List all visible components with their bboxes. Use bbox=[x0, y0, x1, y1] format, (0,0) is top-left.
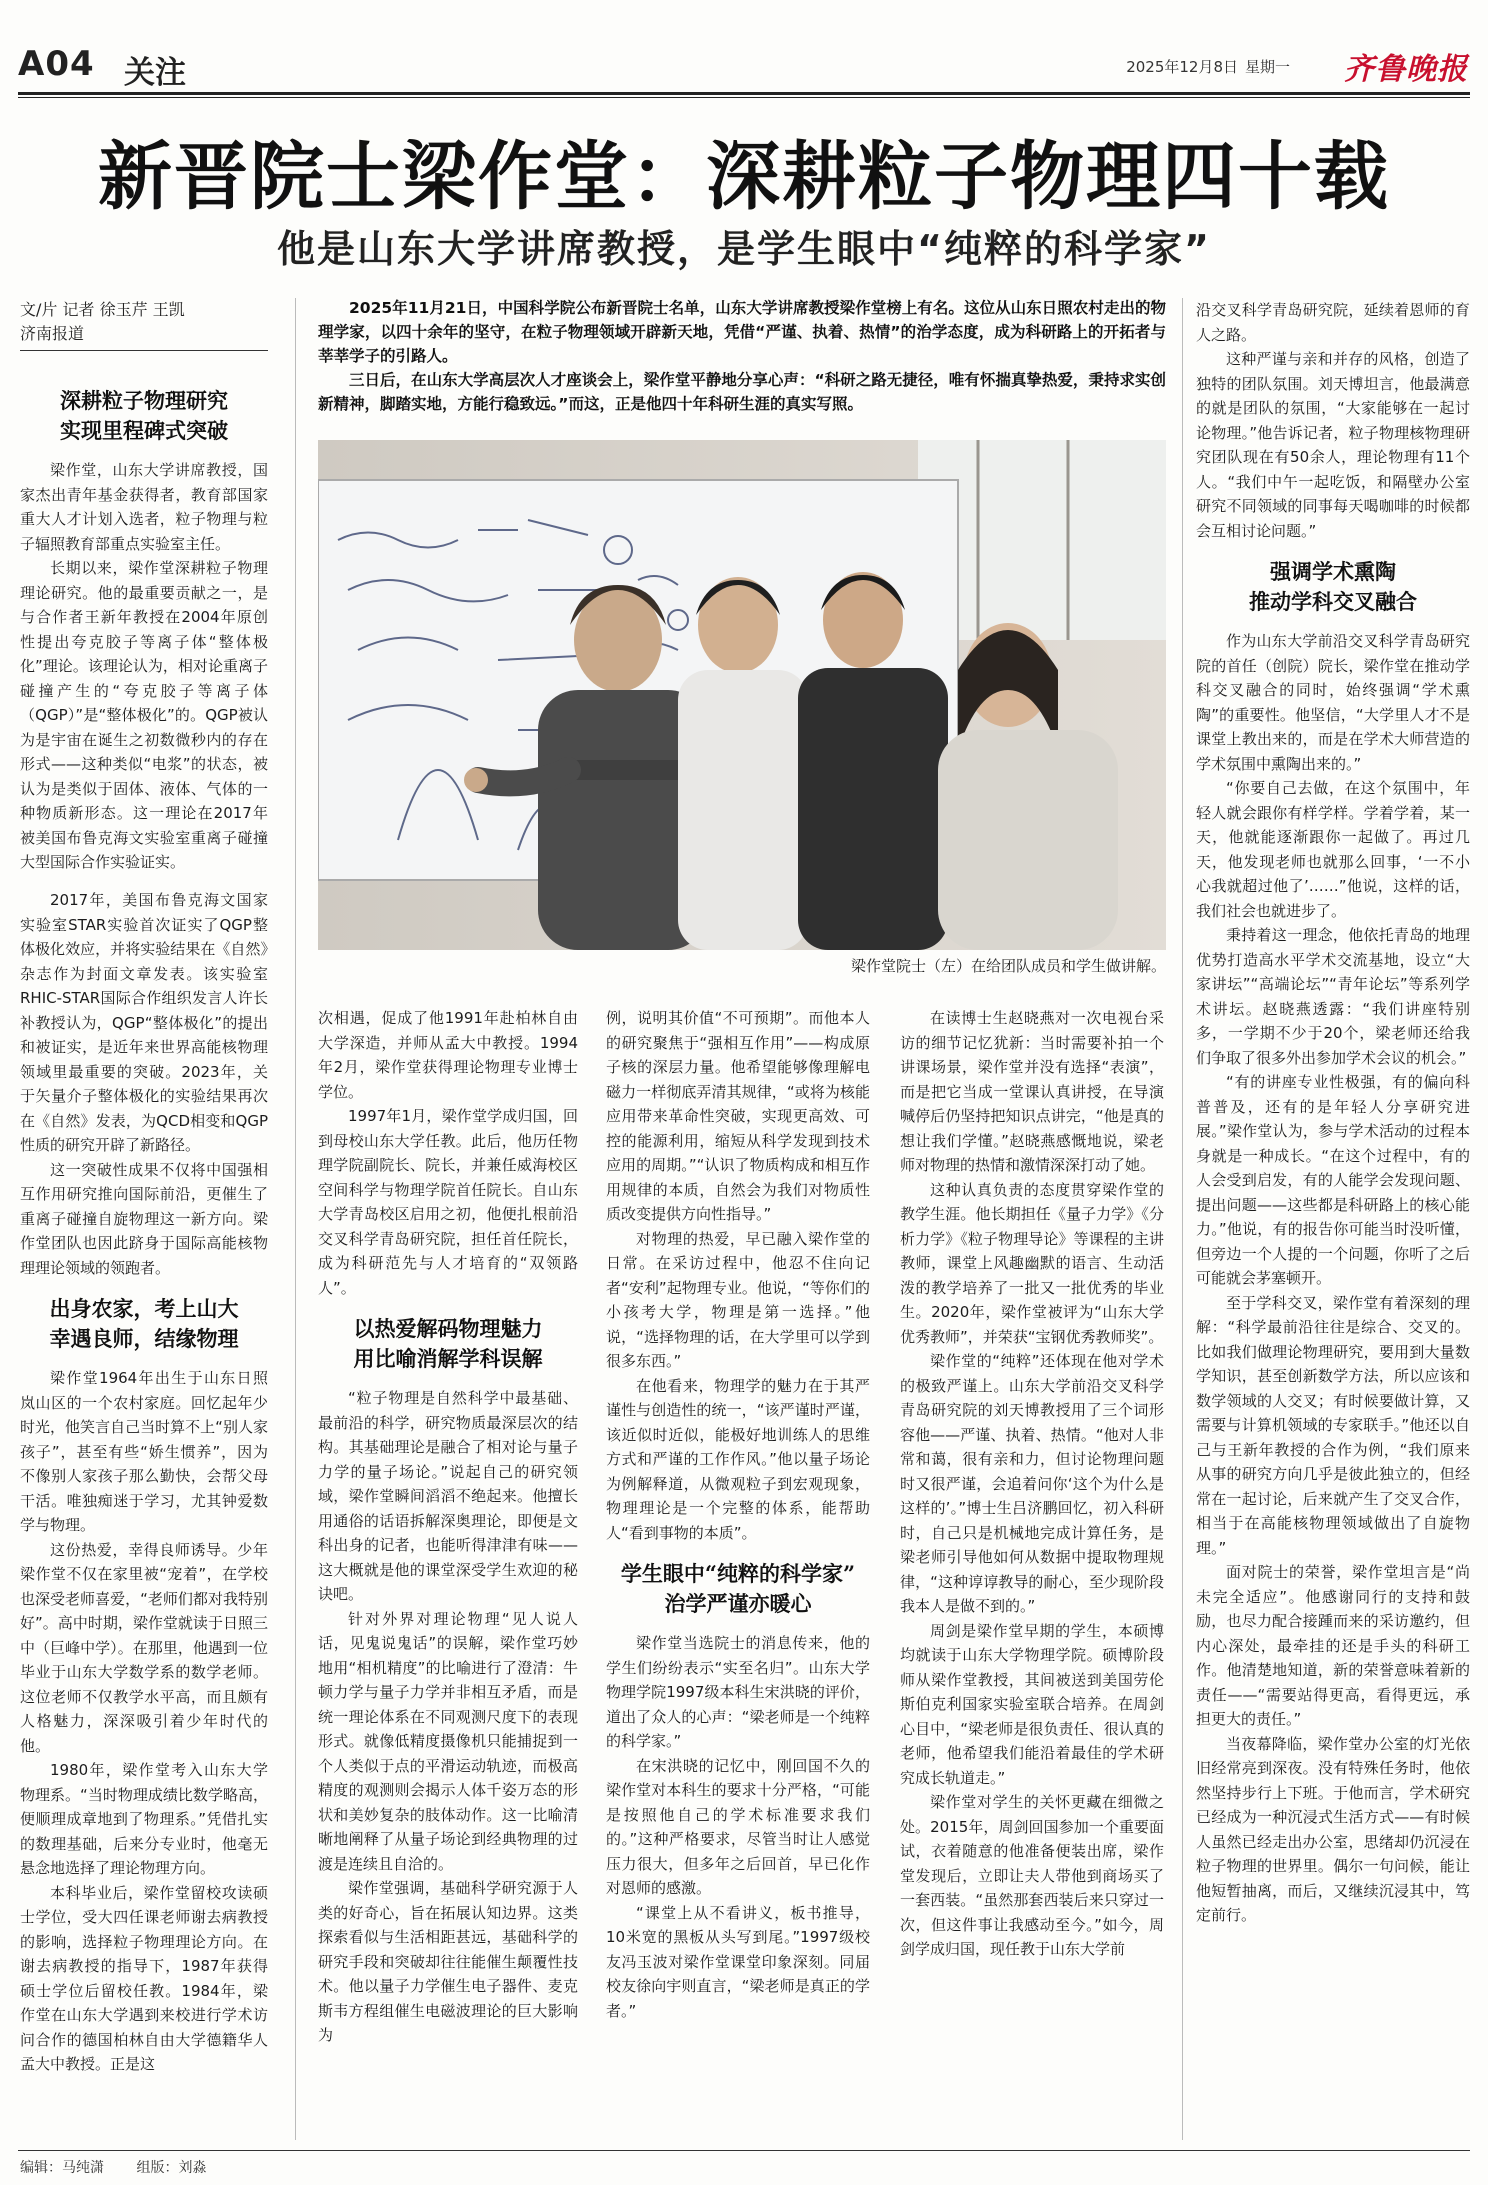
paragraph: 沿交叉科学青岛研究院，延续着恩师的育人之路。 bbox=[1196, 301, 1470, 344]
paragraph: 这种认真负责的态度贯穿梁作堂的教学生涯。他长期担任《量子力学》《分析力学》《粒子物理导论》等课程的主讲教师，课堂上风趣幽默的语言、生动活泼的教学培养了一批又一批优秀的毕业生。2020年，梁作堂被评为“山东大学优秀教师”，并荣获“宝钢优秀教师奖”。 bbox=[900, 1180, 1164, 1346]
paragraph: 梁作堂1964年出生于山东日照岚山区的一个农村家庭。回忆起年少时光，他笑言自己当时算不上“别人家孩子”，甚至有些“娇生惯养”，因为不像别人家孩子那么勤快，会帮父母干活。唯独痴迷于学习，尤其钟爱数学与物理。 bbox=[20, 1369, 268, 1534]
byline-dateline: 济南报道 bbox=[20, 324, 85, 343]
paragraph: 梁作堂当选院士的消息传来，他的学生们纷纷表示“实至名归”。山东大学物理学院1997级本科生宋洪晓的评价，道出了众人的心声：“梁老师是一个纯粹的科学家。” bbox=[606, 1634, 870, 1750]
byline-divider bbox=[20, 350, 268, 351]
issue-date: 2025年12月8日 bbox=[1126, 58, 1238, 76]
paragraph: 对物理的热爱，早已融入梁作堂的日常。在采访过程中，他忍不住向记者“安利”起物理专业。他说，“等你们的小孩考大学，物理是第一选择。”他说，“选择物理的话，在大学里可以学到很多东西。” bbox=[606, 1229, 870, 1370]
paragraph: 1997年1月，梁作堂学成归国，回到母校山东大学任教。此后，他历任物理学院副院长、院长，并兼任威海校区空间科学与物理学院首任院长。自山东大学青岛校区启用之初，他便扎根前沿交叉科学青岛研究院，担任首任院长，成为科研范先与人才培育的“双领路人”。 bbox=[318, 1107, 578, 1297]
headline: 新晋院士梁作堂：深耕粒子物理四十载 bbox=[98, 134, 1390, 220]
paragraph: 梁作堂，山东大学讲席教授，国家杰出青年基金获得者，教育部国家重大人才计划入选者，粒子物理与粒子辐照教育部重点实验室主任。 bbox=[20, 461, 268, 553]
paragraph: 至于学科交叉，梁作堂有着深刻的理解：“科学最前沿往往是综合、交叉的。比如我们做理论物理研究，要用到大量数学知识，甚至创新数学方法，所以应该和数学领域的人交叉；有时候要做计算，又需要与计算机领域的专家联手。”他还以自己与王新年教授的合作为例，“我们原来从事的研究方向几乎是彼此独立的，但经常在一起讨论，后来就产生了交叉合作，相当于在高能核物理领域做出了自旋物理。” bbox=[1196, 1293, 1470, 1557]
paragraph: 2017年，美国布鲁克海文国家实验室STAR实验首次证实了QGP整体极化效应，并将实验结果在《自然》杂志作为封面文章发表。该实验室RHIC-STAR国际合作组织发言人许长补教授认为，QGP“整体极化”的提出和被证实，是近年来世界高能核物理领域里最重要的突破。2023年，关于矢量介子整体极化的实验结果再次在《自然》发表，为QCD相变和QGP性质的研究开辟了新路径。 bbox=[20, 891, 268, 1154]
paragraph: “有的讲座专业性极强，有的偏向科普普及，还有的是年轻人分享研究进展。”梁作堂认为，参与学术活动的过程本身就是一种成长。“在这个过程中，有的人会受到启发，有的人能学会发现问题、提出问题——这些都是科研路上的核心能力。”他说，有的报告你可能当时没听懂，但旁边一个人提的一个问题，你听了之后可能就会茅塞顿开。 bbox=[1196, 1073, 1470, 1287]
paragraph: 长期以来，梁作堂深耕粒子物理理论研究。他的最重要贡献之一，是与合作者王新年教授在2004年原创性提出夸克胶子等离子体“整体极化”理论。该理论认为，相对论重离子碰撞产生的“夸克胶子等离子体（QGP）”是“整体极化”的。QGP被认为是宇宙在诞生之初数微秒内的存在形式——这种类似“电浆”的状态，被认为是类似于固体、液体、气体的一种物质新形态。这一理论在2017年被美国布鲁克海文实验室重离子碰撞大型国际合作实验证实。 bbox=[20, 559, 268, 871]
paragraph: 这一突破性成果不仅将中国强相互作用研究推向国际前沿，更催生了重离子碰撞自旋物理这一新方向。梁作堂团队也因此跻身于国际高能核物理理论领域的领跑者。 bbox=[20, 1160, 268, 1277]
paragraph: 在他看来，物理学的魅力在于其严谨性与创造性的统一，“该严谨时严谨，该近似时近似，能极好地训练人的思维方式和严谨的工作作风。”他以量子场论为例解释道，从微观粒子到宏观现象，物理理论是一个完整的体系，能帮助人“看到事物的本质”。 bbox=[606, 1376, 870, 1542]
lead-paragraph-1: 2025年11月21日，中国科学院公布新晋院士名单，山东大学讲席教授梁作堂榜上有名。这位从山东日照农村走出的物理学家，以四十余年的坚守，在粒子物理领域开辟新天地，凭借“严谨、执着、热情”的治学态度，成为科研路上的开拓者与莘莘学子的引路人。 bbox=[318, 299, 1166, 365]
section-3-title-line1: 以热爱解码物理魅力 bbox=[353, 1316, 543, 1341]
paragraph: 次相遇，促成了他1991年赴柏林自由大学深造，并师从孟大中教授。1994年2月，梁作堂获得理论物理专业博士学位。 bbox=[318, 1009, 578, 1101]
column-divider bbox=[1182, 298, 1183, 2140]
section-3-title bbox=[318, 1314, 578, 1374]
masthead-divider bbox=[18, 92, 1470, 95]
section-label: 关注 bbox=[124, 55, 186, 91]
column-1-bottom bbox=[20, 888, 268, 2138]
paragraph: 1980年，梁作堂考入山东大学物理系。“当时物理成绩比数学略高，便顺理成章地到了物理系。”凭借扎实的数理基础，后来分专业时，他毫无悬念地选择了理论物理方向。 bbox=[20, 1761, 268, 1877]
paragraph: 在宋洪晓的记忆中，刚回国不久的梁作堂对本科生的要求十分严格，“可能是按照他自己的学术标准要求我们的。”这种严格要求，尽管当时让人感觉压力很大，但多年之后回首，早已化作对恩师的感激。 bbox=[606, 1756, 870, 1897]
section-3-title-line2: 用比喻消解学科误解 bbox=[353, 1346, 543, 1371]
footer-divider bbox=[18, 2150, 1470, 2151]
lead-paragraph-2: 三日后，在山东大学高层次人才座谈会上，梁作堂平静地分享心声：“科研之路无捷径，唯有怀揣真挚热爱，秉持求实创新精神，脚踏实地，方能行稳致远。”而这，正是他四十年科研生涯的真实写照。 bbox=[318, 371, 1166, 413]
masthead-divider-thin bbox=[18, 97, 1470, 98]
section-1-title bbox=[20, 386, 268, 446]
paragraph: 针对外界对理论物理“见人说人话，见鬼说鬼话”的误解，梁作堂巧妙地用“相机精度”的比喻进行了澄清：牛顿力学与量子力学并非相互矛盾，而是统一理论体系在不同观测尺度下的表现形式。就像低精度摄像机只能捕捉到一个人类似于点的平滑运动轨迹，而极高精度的观测则会揭示人体千姿万态的形状和美妙复杂的肢体动作。这一比喻清晰地阐释了从量子场论到经典物理的过渡是连续且自洽的。 bbox=[318, 1609, 578, 1873]
column-4 bbox=[900, 1006, 1164, 2140]
column-2 bbox=[318, 1006, 578, 2140]
layout-credit: 组版：刘淼 bbox=[136, 2160, 207, 2176]
byline-authors: 文/片 记者 徐玉芹 王凯 bbox=[20, 300, 185, 319]
column-5 bbox=[1196, 298, 1470, 2140]
footer-credits bbox=[20, 2157, 234, 2177]
page-number: A04 bbox=[18, 44, 95, 84]
section-2-title-line1: 出身农家，考上山大 bbox=[49, 1296, 239, 1321]
paragraph: 周剑是梁作堂早期的学生，本硕博均就读于山东大学物理学院。硕博阶段师从梁作堂教授，其间被送到美国劳伦斯伯克利国家实验室联合培养。在周剑心目中，“梁老师是很负责任、很认真的老师，他希望我们能沿着最佳的学术研究成长轨道走。” bbox=[900, 1621, 1164, 1787]
section-1-title-line1: 深耕粒子物理研究 bbox=[60, 388, 228, 413]
column-3 bbox=[606, 1006, 870, 2140]
column-1-top bbox=[20, 372, 268, 887]
lead-paragraph bbox=[318, 296, 1166, 416]
column-divider bbox=[295, 298, 296, 2140]
masthead bbox=[18, 44, 1470, 96]
subheadline: 他是山东大学讲席教授，是学生眼中“纯粹的科学家” bbox=[277, 227, 1211, 271]
paragraph: 面对院士的荣誉，梁作堂坦言是“尚未完全适应”。他感谢同行的支持和鼓励，也尽力配合接踵而来的采访邀约，但内心深处，最牵挂的还是手头的科研工作。他清楚地知道，新的荣誉意味着新的责任——“需要站得更高，看得更远，承担更大的责任。” bbox=[1196, 1563, 1470, 1728]
paragraph: 梁作堂对学生的关怀更藏在细微之处。2015年，周剑回国参加一个重要面试，衣着随意的他准备便装出席，梁作堂发现后，立即让夫人带他到商场买了一套西装。“虽然那套西装后来只穿过一次，但这件事让我感动至今。”如今，周剑学成归国，现任教于山东大学前 bbox=[900, 1793, 1164, 1958]
section-5-title-line2: 推动学科交叉融合 bbox=[1249, 589, 1417, 614]
editor-credit: 编辑：马纯潇 bbox=[20, 2160, 104, 2176]
paragraph: 例，说明其价值“不可预期”。而他本人的研究聚焦于“强相互作用”——构成原子核的深层力量。他希望能够像理解电磁力一样彻底弄清其规律，“或将为核能应用带来革命性突破，实现更高效、可控的能源利用，缩短从科学发现到技术应用的周期。”“认识了物质构成和相互作用规律的本质，自然会为我们对物质性质改变提供方向性指导。” bbox=[606, 1009, 870, 1223]
byline bbox=[20, 298, 270, 346]
section-1-title-line2: 实现里程碑式突破 bbox=[60, 418, 228, 443]
paragraph: “粒子物理是自然科学中最基础、最前沿的科学，研究物质最深层次的结构。其基础理论是融合了相对论与量子力学的量子场论。”说起自己的研究领域，梁作堂瞬间滔滔不绝起来。他擅长用通俗的话语拆解深奥理论，即便是文科出身的记者，也能听得津津有味——这大概就是他的课堂深受学生欢迎的秘诀吧。 bbox=[318, 1389, 578, 1603]
paragraph: 这份热爱，幸得良师诱导。少年梁作堂不仅在家里被“宠着”，在学校也深受老师喜爱，“老师们都对我特别好”。高中时期，梁作堂就读于日照三中（巨峰中学）。在那里，他遇到一位毕业于山东大学数学系的数学老师。这位老师不仅教学水平高，而且颇有人格魅力，深深吸引着少年时代的他。 bbox=[20, 1540, 268, 1755]
photo-caption: 梁作堂院士（左）在给团队成员和学生做讲解。 bbox=[850, 957, 1166, 975]
feature-photo bbox=[318, 440, 1166, 950]
feature-photo-illustration bbox=[318, 440, 1166, 950]
weekday: 星期一 bbox=[1244, 58, 1290, 76]
paragraph: 作为山东大学前沿交叉科学青岛研究院的首任（创院）院长，梁作堂在推动学科交叉融合的同时，始终强调“学术熏陶”的重要性。他坚信，“大学里人才不是课堂上教出来的，而是在学术大师营造的学术氛围中熏陶出来的。” bbox=[1196, 632, 1470, 773]
newspaper-logo: 齐鲁晚报 bbox=[1344, 52, 1468, 87]
section-4-title-line1: 学生眼中“纯粹的科学家” bbox=[620, 1561, 856, 1586]
paragraph: 这种严谨与亲和并存的风格，创造了独特的团队氛围。刘天博坦言，他最满意的就是团队的氛围，“大家能够在一起讨论物理。”他告诉记者，粒子物理核物理研究团队现在有50余人，理论物理有11个人。“我们中午一起吃饭，和隔壁办公室研究不同领域的同事每天喝咖啡的时候都会互相讨论问题。” bbox=[1196, 350, 1470, 540]
section-5-title-line1: 强调学术熏陶 bbox=[1270, 559, 1396, 584]
section-4-title-line2: 治学严谨亦暖心 bbox=[664, 1591, 812, 1616]
paragraph: 在读博士生赵晓燕对一次电视台采访的细节记忆犹新：当时需要补拍一个讲课场景，梁作堂并没有选择“表演”，而是把它当成一堂课认真讲授，在导演喊停后仍坚持把知识点讲完，“他是真的想让我们学懂。”赵晓燕感慨地说，梁老师对物理的热情和激情深深打动了她。 bbox=[900, 1009, 1164, 1174]
paragraph: 本科毕业后，梁作堂留校攻读硕士学位，受大四任课老师谢去病教授的影响，选择粒子物理理论方向。在谢去病教授的指导下，1987年获得硕士学位后留校任教。1984年，梁作堂在山东大学遇到来校进行学术访问合作的德国柏林自由大学德籍华人孟大中教授。正是这 bbox=[20, 1883, 268, 2073]
paragraph: 当夜幕降临，梁作堂办公室的灯光依旧经常亮到深夜。没有特殊任务时，他依然坚持步行上下班。于他而言，学术研究已经成为一种沉浸式生活方式——有时候人虽然已经走出办公室，思绪却仍沉浸在粒子物理的世界里。偶尔一句问候，能让他短暂抽离，而后，又继续沉浸其中，笃定前行。 bbox=[1196, 1734, 1470, 1924]
paragraph: 梁作堂强调，基础科学研究源于人类的好奇心，旨在拓展认知边界。这类探索看似与生活相距甚远，基础科学的研究手段和突破却往往能催生颠覆性技术。他以量子力学催生电子器件、麦克斯韦方程组催生电磁波理论的巨大影响为 bbox=[318, 1879, 578, 2044]
section-5-title bbox=[1196, 557, 1470, 617]
paragraph: “你要自己去做，在这个氛围中，年轻人就会跟你有样学样。学着学着，某一天，他就能逐渐跟你一起做了。再过几天，他发现老师也就那么回事，‘一不小心我就超过他了’……”他说，这样的话，我们社会也就进步了。 bbox=[1196, 779, 1470, 920]
section-2-title bbox=[20, 1294, 268, 1354]
section-2-title-line2: 幸遇良师，结缘物理 bbox=[49, 1326, 239, 1351]
paragraph: “课堂上从不看讲义，板书推导，10米宽的黑板从头写到尾。”1997级校友冯玉波对梁作堂课堂印象深刻。同届校友徐向宇则直言，“梁老师是真正的学者。” bbox=[606, 1903, 870, 2020]
section-4-title bbox=[606, 1559, 870, 1619]
paragraph: 秉持着这一理念，他依托青岛的地理优势打造高水平学术交流基地，设立“大家讲坛”“高端论坛”“青年论坛”等系列学术讲坛。赵晓燕透露：“我们讲座特别多，一学期不少于20个，梁老师还给我们争取了很多外出参加学术会议的机会。” bbox=[1196, 926, 1470, 1067]
paragraph: 梁作堂的“纯粹”还体现在他对学术的极致严谨上。山东大学前沿交叉科学青岛研究院的刘天博教授用了三个词形容他——严谨、执着、热情。“他对人非常和蔼，很有亲和力，但讨论物理问题时又很严谨，会追着问你‘这个为什么是这样的’。”博士生吕济鹏回忆，初入科研时，自己只是机械地完成计算任务，是梁老师引导他如何从数据中提取物理规律，“这种谆谆教导的耐心，至少现阶段我本人是做不到的。” bbox=[900, 1352, 1164, 1615]
